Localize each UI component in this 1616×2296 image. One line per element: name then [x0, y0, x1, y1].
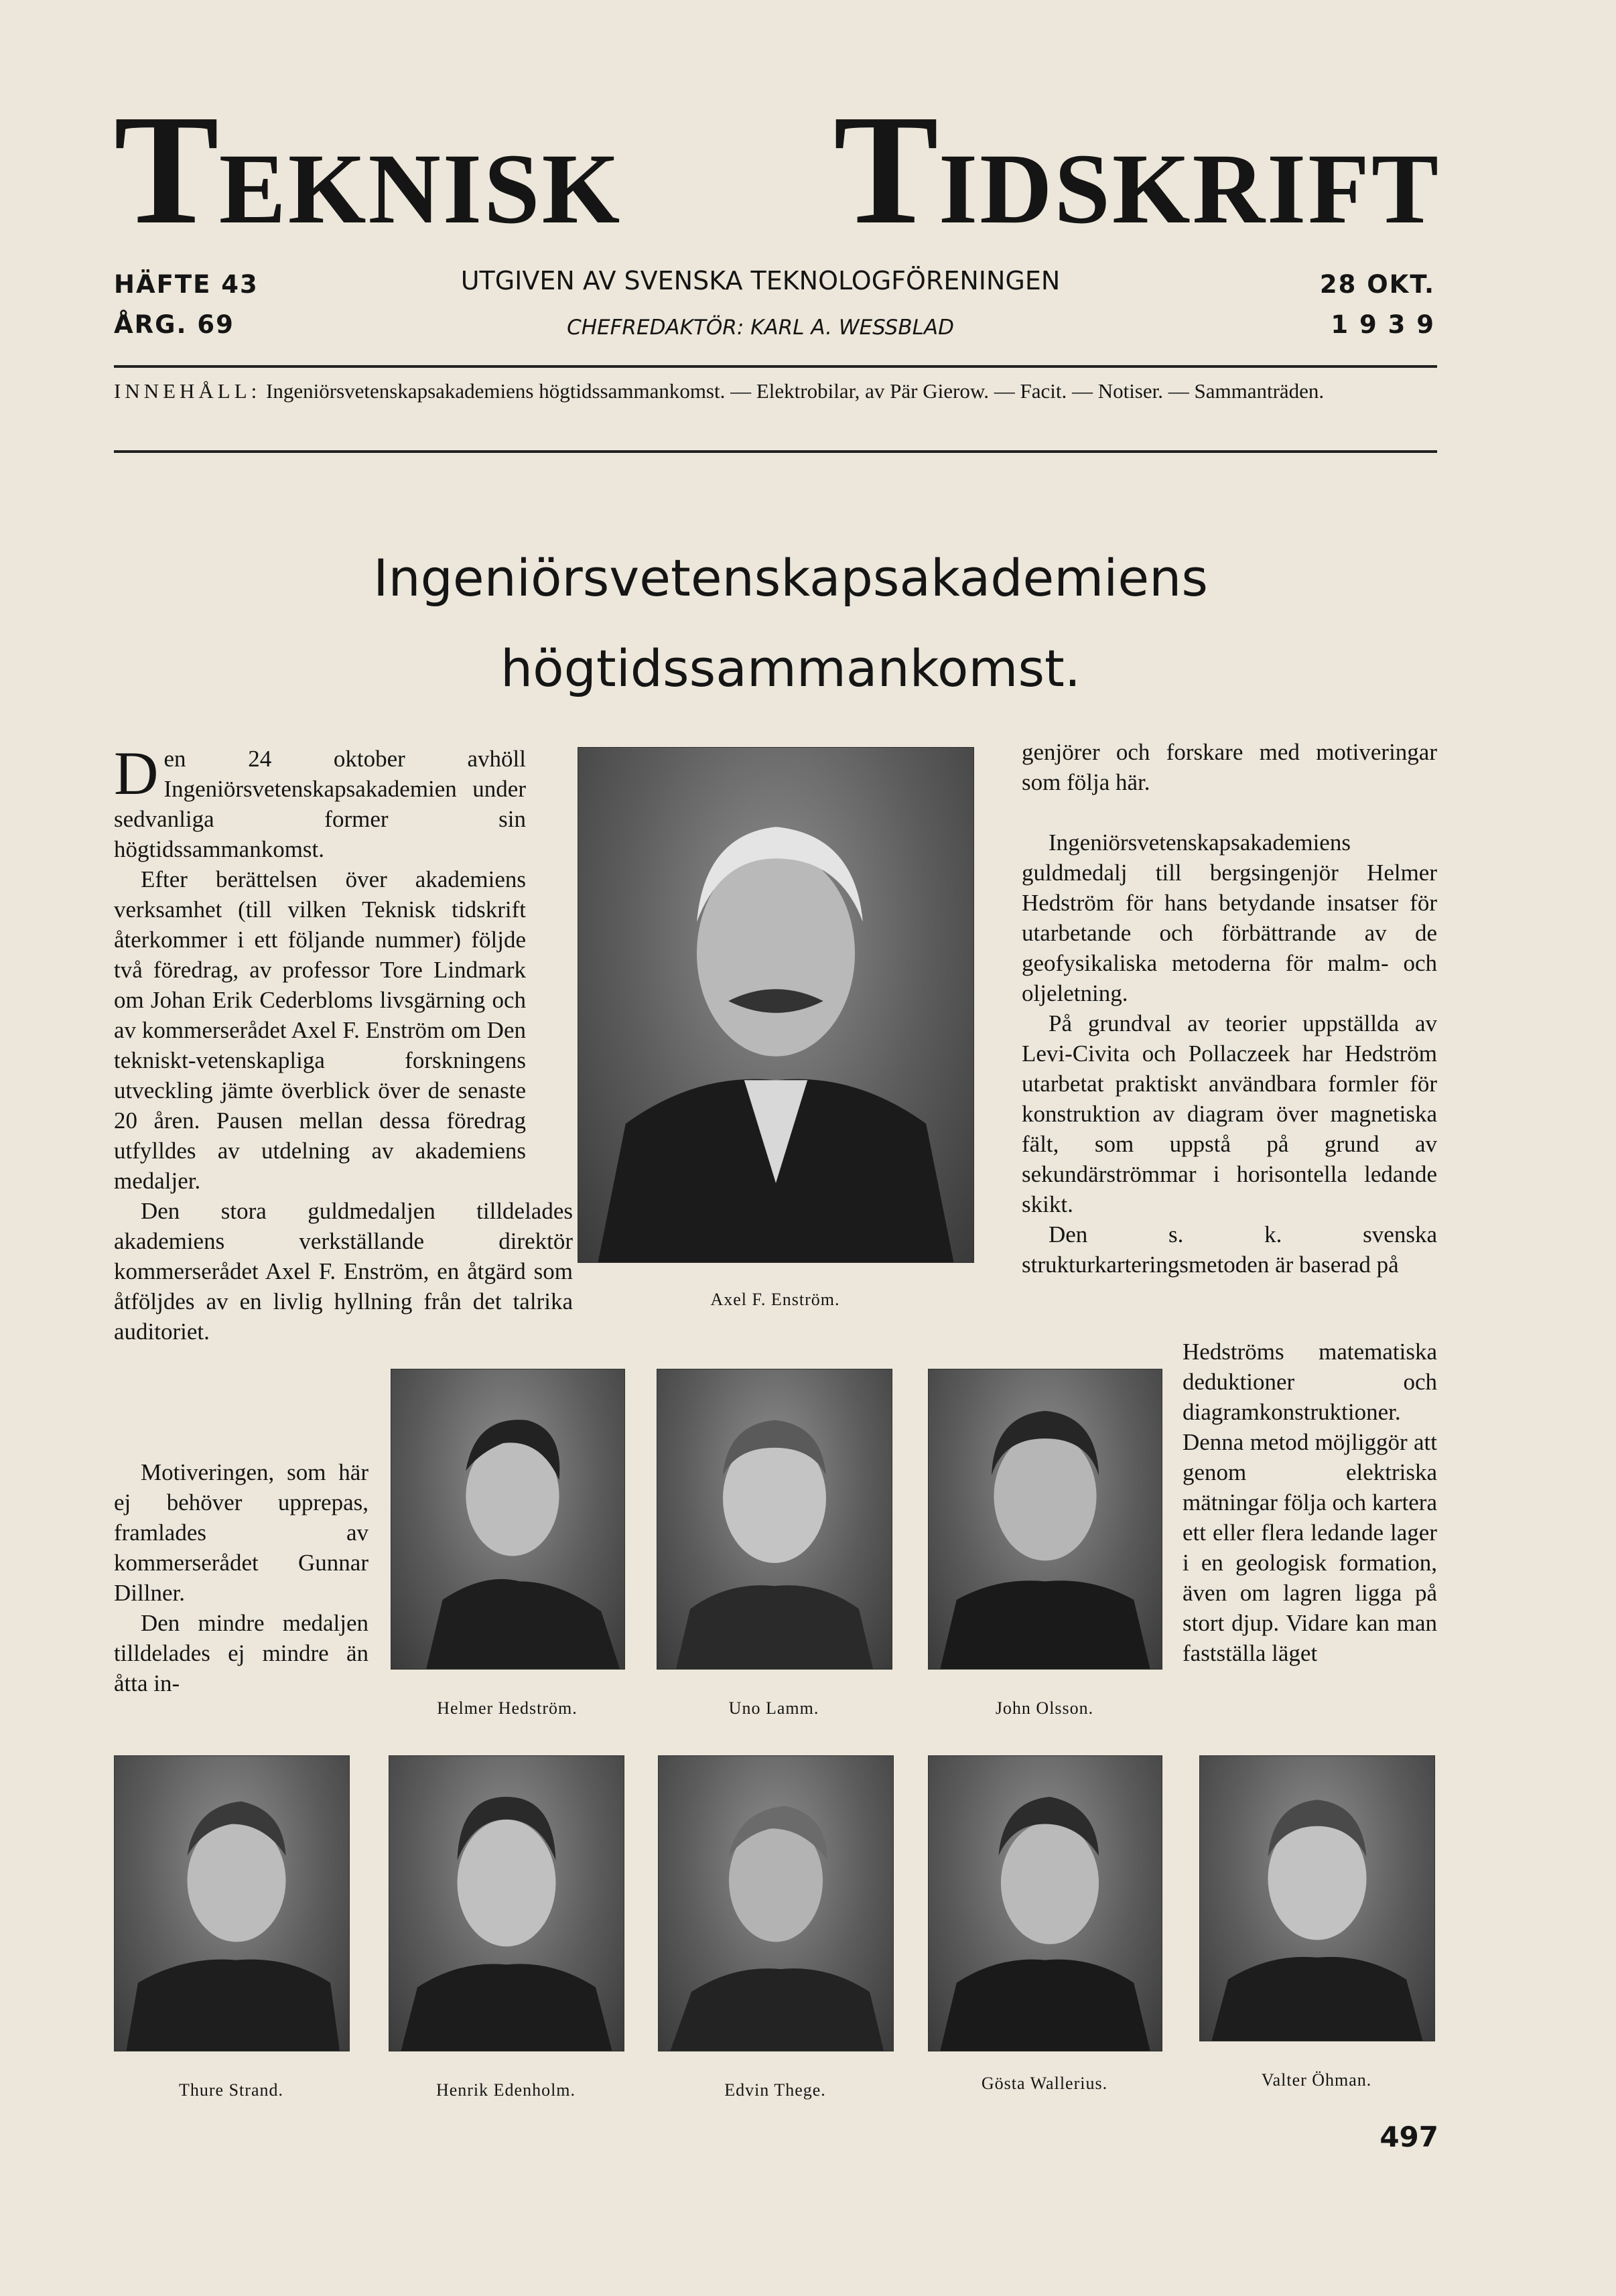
issue-info-left — [114, 265, 259, 345]
portrait-lamm — [657, 1369, 892, 1670]
portrait-ohman-image — [1200, 1756, 1434, 2041]
table-of-contents — [114, 375, 1437, 407]
masthead-word-teknisk: TEKNISK — [114, 82, 622, 257]
masthead-title — [114, 82, 1440, 257]
article-headline — [268, 533, 1313, 714]
portrait-enstrom-image — [578, 748, 973, 1262]
page-number: 497 — [1379, 2120, 1438, 2153]
paragraph-method: Hedströms matematiska deduktioner och diagramkonstruktioner. Denna metod möjliggör att genom elektriska mätningar följa och kartera ett eller flera ledande lager i en geologisk formation, även om lagren ligga på stort djup. Vidare kan man fastställa läget — [1183, 1339, 1437, 1666]
caption-lamm: Uno Lamm. — [728, 1698, 819, 1718]
portrait-wallerius — [928, 1755, 1162, 2051]
paragraph-motivation: Motiveringen, som här ej behöver upprepas, framlades av kommerserådet Gunnar Dillner. — [114, 1459, 368, 1606]
caption-strand: Thure Strand. — [179, 2080, 283, 2100]
masthead-word-tidskrift: TIDSKRIFT — [833, 82, 1440, 257]
paragraph-gold-medal: Den stora guldmedaljen tilldelades akademiens verkställande direktör kommerserådet Axel F. Enström, en åtgärd som åtföljdes av en livlig hyllning från det talrika auditoriet. — [114, 1198, 573, 1345]
paragraph-small-medal: Den mindre medaljen tilldelades ej mindre än åtta in- — [114, 1610, 368, 1696]
caption-edenholm: Henrik Edenholm. — [435, 2080, 576, 2100]
portrait-ohman — [1199, 1755, 1435, 2041]
portrait-enstrom — [578, 747, 974, 1263]
issue-date: 28 OKT. — [1319, 270, 1435, 299]
paragraph-continued: genjörer och forskare med motiveringar som följa här. — [1022, 739, 1437, 795]
portrait-thege — [658, 1755, 894, 2051]
headline-line-2: högtidssammankomst. — [500, 638, 1081, 698]
paragraph-lectures: Efter berättelsen över akademiens verksamhet (till vilken Teknisk tidskrift återkommer i ett följande nummer) följde två föredrag, av professor Tore Lindmark om Johan Erik Cederbloms livsgärning och av kommerserådet Axel F. Enström om Den tekniskt-vetenskapliga forskningens utveckling jämte överblick över de senaste 20 åren. Pausen mellan dessa föredrag utfylldes av utdelning av akademiens medaljer. — [114, 866, 526, 1194]
paragraph-hedstrom-medal: Ingeniörsvetenskapsakademiens guldmedalj till bergsingenjör Helmer Hedström för hans betydande insatser för utarbetande och förbättrande av de geofysikaliska metoderna för malm- och oljeletning. — [1022, 829, 1437, 1006]
portrait-hedstrom-image — [391, 1369, 624, 1669]
portrait-edenholm — [389, 1755, 624, 2051]
portrait-olsson — [928, 1369, 1162, 1670]
issue-year: 1 9 3 9 — [1331, 310, 1435, 339]
left-column-top — [114, 739, 573, 1347]
portrait-wallerius-image — [929, 1756, 1162, 2051]
editor-line: CHEFREDAKTÖR: KARL A. WESSBLAD — [567, 316, 954, 340]
paragraph-intro: Den 24 oktober avhöll Ingeniörsvetenskapsakademien under sedvanliga former sin högtidssammankomst. — [114, 739, 526, 862]
divider-bottom — [114, 450, 1437, 453]
portrait-hedstrom — [391, 1369, 625, 1670]
caption-enstrom: Axel F. Enström. — [710, 1290, 840, 1309]
publisher-line: UTGIVEN AV SVENSKA TEKNOLOGFÖRENINGEN — [460, 266, 1061, 295]
caption-thege: Edvin Thege. — [724, 2080, 826, 2100]
left-column-bottom — [114, 1457, 368, 1698]
portrait-strand-image — [115, 1756, 349, 2051]
portrait-strand — [114, 1755, 350, 2051]
paragraph-method-intro: Den s. k. svenska strukturkarteringsmetoden är baserad på — [1022, 1221, 1437, 1278]
headline-line-1: Ingeniörsvetenskapsakademiens — [373, 548, 1208, 608]
contents-label: INNEHÅLL: — [114, 379, 261, 403]
issue-number: HÄFTE 43 — [114, 270, 259, 299]
caption-ohman: Valter Öhman. — [1261, 2070, 1372, 2090]
right-column-bottom — [1183, 1337, 1437, 1668]
caption-olsson: John Olsson. — [995, 1698, 1094, 1718]
paragraph-theory: På grundval av teorier uppställda av Levi-Civita och Pollaczeek har Hedström utarbetat praktiskt användbara formler för konstruktion av diagram över magnetiska fält, som uppstå på grund av sekundärströmmar i horisontella ledande skikt. — [1022, 1010, 1437, 1217]
drop-cap: D — [114, 739, 159, 807]
divider-top — [114, 365, 1437, 368]
portrait-olsson-image — [929, 1369, 1162, 1669]
right-column-top — [1022, 737, 1437, 1280]
portrait-edenholm-image — [389, 1756, 624, 2051]
caption-wallerius: Gösta Wallerius. — [981, 2074, 1108, 2093]
portrait-thege-image — [659, 1756, 893, 2051]
portrait-lamm-image — [657, 1369, 892, 1669]
caption-hedstrom: Helmer Hedström. — [437, 1698, 578, 1718]
issue-info-right — [1320, 265, 1435, 345]
volume-number: ÅRG. 69 — [114, 310, 234, 339]
contents-text: Ingeniörsvetenskapsakademiens högtidssammankomst. — Elektrobilar, av Pär Gierow. — Facit. — Notiser. — Sammanträden. — [266, 379, 1325, 403]
